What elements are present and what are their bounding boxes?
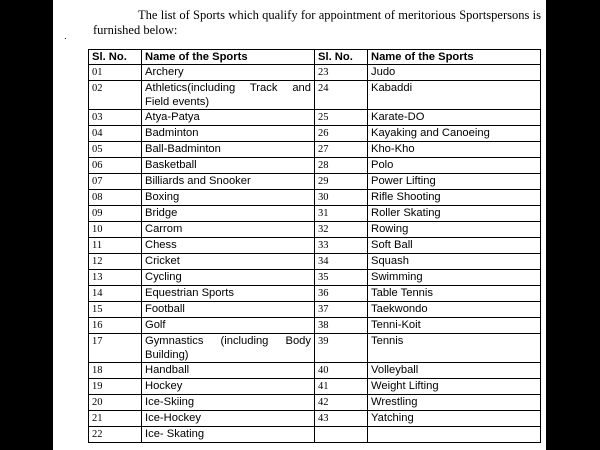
sport-name-cell — [368, 190, 541, 206]
sl-no-cell — [89, 286, 142, 302]
sport-name: Kabaddi — [371, 82, 413, 94]
sport-name-cell — [142, 379, 315, 395]
sl-no-cell — [89, 395, 142, 411]
document-page — [53, 0, 546, 450]
sport-name-cell — [368, 142, 541, 158]
serial-number: 26 — [318, 128, 329, 139]
sl-no-cell — [89, 427, 142, 443]
sl-no-cell — [315, 254, 368, 270]
sport-name-cell — [368, 174, 541, 190]
sport-name-cell — [368, 222, 541, 238]
sport-name: Kayaking and Canoeing — [371, 127, 490, 139]
intro-paragraph — [93, 8, 541, 38]
header-sport-name-right: Name of the Sports — [368, 50, 541, 65]
sport-name: Yatching — [371, 412, 414, 424]
sport-name: Weight Lifting — [371, 380, 439, 392]
sport-name-cell — [142, 158, 315, 174]
sport-name: Atya-Patya — [145, 111, 200, 123]
sport-name-cell — [142, 254, 315, 270]
sport-name-cell — [142, 318, 315, 334]
sport-name: Roller Skating — [371, 207, 441, 219]
table-row — [89, 411, 541, 427]
sport-name-cell — [142, 427, 315, 443]
table-row — [89, 206, 541, 222]
serial-number: 35 — [318, 272, 329, 283]
table-row — [89, 174, 541, 190]
sport-name: Bridge — [145, 207, 178, 219]
serial-number: 42 — [318, 397, 329, 408]
serial-number: 07 — [92, 176, 103, 187]
table-row — [89, 334, 541, 363]
sport-name-cell — [142, 110, 315, 126]
sl-no-cell — [315, 190, 368, 206]
sl-no-cell — [89, 190, 142, 206]
sport-name: Boxing — [145, 191, 180, 203]
table-row — [89, 286, 541, 302]
sl-no-cell — [315, 334, 368, 363]
sl-no-cell — [315, 411, 368, 427]
sl-no-cell — [315, 318, 368, 334]
sport-name: Rifle Shooting — [371, 191, 441, 203]
sl-no-cell — [89, 363, 142, 379]
sport-name: Judo — [371, 66, 396, 78]
sport-name-cell — [368, 302, 541, 318]
sport-name-cell — [142, 395, 315, 411]
sl-no-cell — [89, 126, 142, 142]
sl-no-cell — [315, 142, 368, 158]
sl-no-cell — [89, 158, 142, 174]
sl-no-cell — [315, 81, 368, 110]
table-row — [89, 158, 541, 174]
sport-name-cell — [368, 334, 541, 363]
sport-name-cell — [142, 81, 315, 110]
sport-name-cell — [368, 254, 541, 270]
sl-no-cell — [89, 379, 142, 395]
serial-number: 14 — [92, 288, 103, 299]
serial-number: 43 — [318, 413, 329, 424]
sl-no-cell — [89, 222, 142, 238]
serial-number: 23 — [318, 67, 329, 78]
header-sport-name-left: Name of the Sports — [142, 50, 315, 65]
sport-name: Cycling — [145, 271, 182, 283]
sl-no-cell — [315, 110, 368, 126]
serial-number: 28 — [318, 160, 329, 171]
sl-no-cell — [315, 286, 368, 302]
table-row — [89, 395, 541, 411]
sl-no-cell — [315, 302, 368, 318]
serial-number: 19 — [92, 381, 103, 392]
serial-number: 24 — [318, 83, 329, 94]
serial-number: 41 — [318, 381, 329, 392]
sport-name-cell — [368, 65, 541, 81]
header-sl-no-left: Sl. No. — [89, 50, 142, 65]
header-sl-no-right: Sl. No. — [315, 50, 368, 65]
table-row — [89, 65, 541, 81]
sl-no-cell — [89, 142, 142, 158]
serial-number: 16 — [92, 320, 103, 331]
sport-name: Golf — [145, 319, 166, 331]
serial-number: 11 — [92, 240, 103, 251]
sport-name-cell — [368, 411, 541, 427]
sport-name: Wrestling — [371, 396, 418, 408]
sport-name: Athletics(including Track and Field events) — [145, 82, 311, 108]
sport-name-cell — [368, 379, 541, 395]
sport-name-cell — [368, 318, 541, 334]
sl-no-cell — [315, 427, 368, 443]
serial-number: 20 — [92, 397, 103, 408]
sport-name: Equestrian Sports — [145, 287, 234, 299]
serial-number: 21 — [92, 413, 103, 424]
sl-no-cell — [89, 206, 142, 222]
table-row — [89, 110, 541, 126]
serial-number: 01 — [92, 67, 103, 78]
sport-name-cell — [368, 270, 541, 286]
sport-name: Kho-Kho — [371, 143, 415, 155]
sport-name: Gymnastics (including Body Building) — [145, 335, 311, 361]
sport-name-cell — [142, 363, 315, 379]
table-row — [89, 190, 541, 206]
sport-name-cell — [368, 395, 541, 411]
sports-table — [88, 49, 541, 443]
sport-name-cell — [368, 158, 541, 174]
sport-name-cell — [142, 302, 315, 318]
table-row — [89, 222, 541, 238]
serial-number: 22 — [92, 429, 103, 440]
serial-number: 18 — [92, 365, 103, 376]
sport-name: Squash — [371, 255, 409, 267]
serial-number: 02 — [92, 83, 103, 94]
sport-name-cell — [142, 142, 315, 158]
table-row — [89, 318, 541, 334]
sport-name-cell — [142, 238, 315, 254]
sl-no-cell — [315, 65, 368, 81]
sport-name: Archery — [145, 66, 184, 78]
sport-name: Polo — [371, 159, 394, 171]
sl-no-cell — [89, 254, 142, 270]
sport-name: Ice-Hockey — [145, 412, 201, 424]
sl-no-cell — [315, 158, 368, 174]
table-row — [89, 126, 541, 142]
sport-name: Hockey — [145, 380, 183, 392]
sport-name: Cricket — [145, 255, 180, 267]
sl-no-cell — [89, 334, 142, 363]
serial-number: 04 — [92, 128, 103, 139]
sport-name-cell — [142, 190, 315, 206]
serial-number: 29 — [318, 176, 329, 187]
sport-name-cell — [368, 363, 541, 379]
sl-no-cell — [315, 238, 368, 254]
sl-no-cell — [89, 174, 142, 190]
serial-number: 38 — [318, 320, 329, 331]
sport-name-cell — [142, 411, 315, 427]
sl-no-cell — [89, 302, 142, 318]
sport-name: Power Lifting — [371, 175, 436, 187]
sl-no-cell — [315, 379, 368, 395]
sport-name-cell — [142, 334, 315, 363]
serial-number: 33 — [318, 240, 329, 251]
sport-name-cell — [142, 126, 315, 142]
sl-no-cell — [89, 65, 142, 81]
sport-name: Handball — [145, 364, 190, 376]
serial-number: 03 — [92, 112, 103, 123]
table-row — [89, 81, 541, 110]
sport-name-cell — [368, 206, 541, 222]
sport-name: Soft Ball — [371, 239, 413, 251]
sport-name-cell — [142, 174, 315, 190]
sport-name: Taekwondo — [371, 303, 428, 315]
sport-name: Badminton — [145, 127, 199, 139]
serial-number: 10 — [92, 224, 103, 235]
sport-name: Billiards and Snooker — [145, 175, 251, 187]
sl-no-cell — [315, 206, 368, 222]
sport-name: Swimming — [371, 271, 423, 283]
serial-number: 13 — [92, 272, 103, 283]
table-row — [89, 302, 541, 318]
serial-number: 34 — [318, 256, 329, 267]
sl-no-cell — [315, 270, 368, 286]
table-row — [89, 270, 541, 286]
sport-name-cell — [142, 222, 315, 238]
table-row — [89, 142, 541, 158]
sl-no-cell — [89, 238, 142, 254]
sport-name-cell — [368, 286, 541, 302]
sport-name-cell — [368, 238, 541, 254]
sport-name: Basketball — [145, 159, 197, 171]
sport-name: Volleyball — [371, 364, 419, 376]
serial-number: 05 — [92, 144, 103, 155]
table-header-row — [89, 50, 541, 65]
table-row — [89, 427, 541, 443]
table-row — [89, 363, 541, 379]
serial-number: 25 — [318, 112, 329, 123]
sport-name-cell — [368, 110, 541, 126]
serial-number: 27 — [318, 144, 329, 155]
sl-no-cell — [89, 110, 142, 126]
serial-number: 17 — [92, 336, 103, 347]
sport-name: Tennis — [371, 335, 404, 347]
sport-name: Rowing — [371, 223, 409, 235]
sport-name: Table Tennis — [371, 287, 433, 299]
serial-number: 37 — [318, 304, 329, 315]
sport-name: Karate-DO — [371, 111, 425, 123]
serial-number: 12 — [92, 256, 103, 267]
serial-number: 36 — [318, 288, 329, 299]
bullet-mark: . — [64, 31, 67, 42]
sport-name: Chess — [145, 239, 177, 251]
serial-number: 30 — [318, 192, 329, 203]
serial-number: 40 — [318, 365, 329, 376]
sports-table-body — [89, 65, 541, 443]
table-row — [89, 254, 541, 270]
sport-name-cell — [142, 286, 315, 302]
sport-name-cell — [368, 427, 541, 443]
sport-name: Ice-Skiing — [145, 396, 195, 408]
serial-number: 15 — [92, 304, 103, 315]
sl-no-cell — [89, 81, 142, 110]
sl-no-cell — [315, 222, 368, 238]
sport-name: Ice- Skating — [145, 428, 205, 440]
serial-number: 32 — [318, 224, 329, 235]
sl-no-cell — [315, 126, 368, 142]
sport-name-cell — [142, 65, 315, 81]
sport-name-cell — [142, 206, 315, 222]
sl-no-cell — [89, 411, 142, 427]
sl-no-cell — [315, 363, 368, 379]
serial-number: 31 — [318, 208, 329, 219]
sport-name-cell — [368, 81, 541, 110]
sport-name: Tenni-Koit — [371, 319, 421, 331]
sport-name-cell — [368, 126, 541, 142]
sport-name: Carrom — [145, 223, 183, 235]
sl-no-cell — [89, 270, 142, 286]
sport-name: Football — [145, 303, 185, 315]
serial-number: 39 — [318, 336, 329, 347]
sl-no-cell — [89, 318, 142, 334]
sport-name: Ball-Badminton — [145, 143, 221, 155]
sport-name-cell — [142, 270, 315, 286]
intro-text: The list of Sports which qualify for appointment of meritorious Sportspersons is furnished below: — [93, 8, 541, 37]
serial-number: 09 — [92, 208, 103, 219]
serial-number: 08 — [92, 192, 103, 203]
sl-no-cell — [315, 395, 368, 411]
table-row — [89, 379, 541, 395]
table-row — [89, 238, 541, 254]
serial-number: 06 — [92, 160, 103, 171]
sl-no-cell — [315, 174, 368, 190]
